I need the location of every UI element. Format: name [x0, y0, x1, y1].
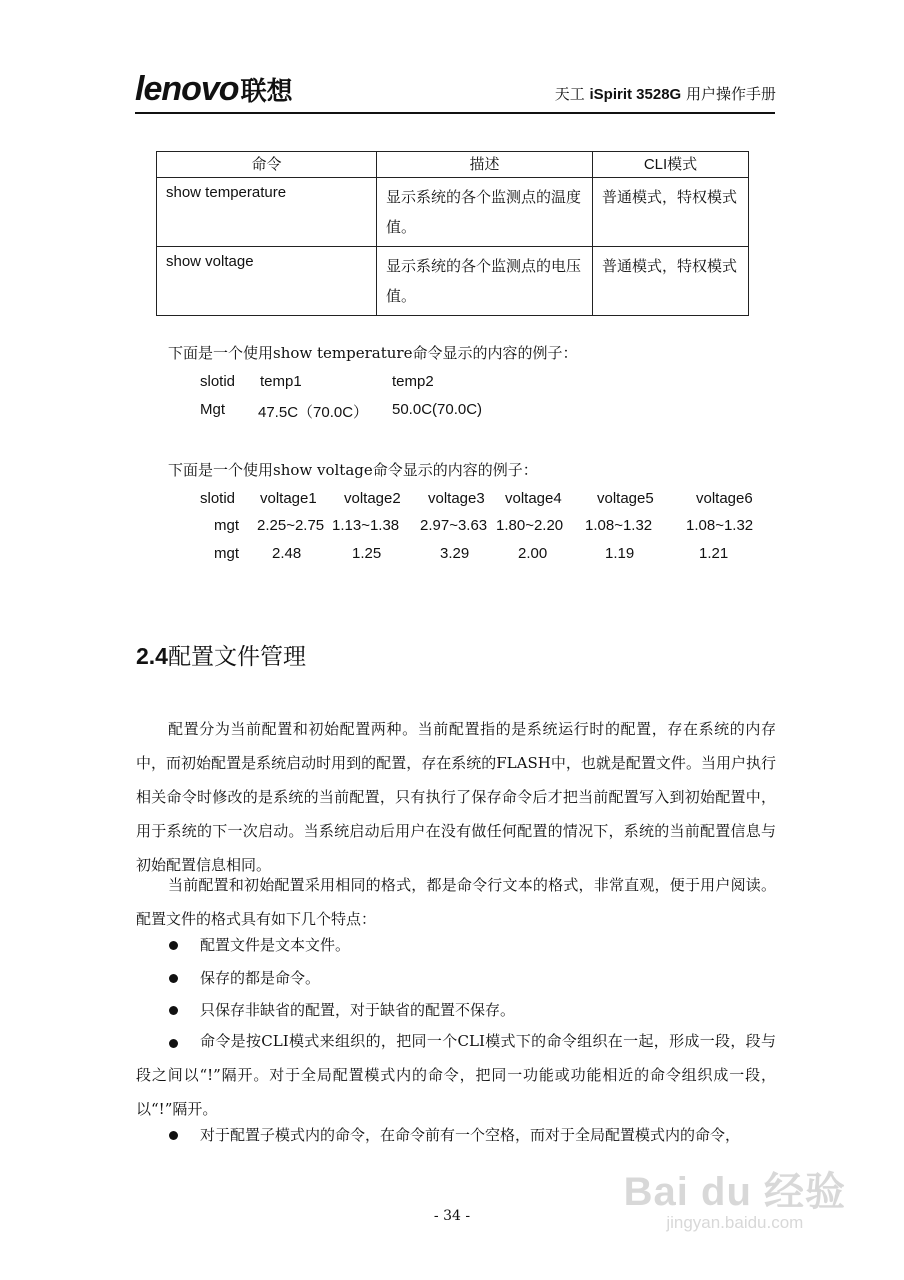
temperature-example-intro: 下面是一个使用show temperature命令显示的内容的例子： — [168, 344, 578, 362]
bullet-icon — [169, 1006, 178, 1015]
list-item: 命令是按CLI模式来组织的，把同一个CLI模式下的命令组织在一起，形成一段，段与段之间以“!”隔开。对于全局配置模式内的命令，把同一功能或功能相近的命令组织成一段，以“!”隔开。 — [136, 1032, 776, 1118]
temperature-header-row — [0, 373, 904, 395]
volt-cell: 1.19 — [605, 545, 635, 562]
temp-col-temp1: temp1 — [260, 373, 302, 390]
volt-cell: 1.08~1.32 — [686, 517, 754, 534]
volt-cell: 2.48 — [272, 545, 302, 562]
baidu-watermark: Bai du 经验 jingyan.baidu.com — [623, 1170, 846, 1232]
bullet-icon — [169, 974, 178, 983]
volt-col: voltage5 — [597, 490, 654, 507]
volt-cell: 2.25~2.75 — [257, 517, 325, 534]
list-item: 只保存非缺省的配置，对于缺省的配置不保存。 — [200, 1001, 516, 1019]
bullet-icon — [169, 1131, 178, 1140]
temp-row-temp1: 47.5C（70.0C） — [258, 404, 369, 421]
voltage-range-row — [0, 517, 904, 539]
header-rule — [135, 112, 775, 114]
volt-cell: mgt — [214, 545, 240, 562]
table-cell-description: 显示系统的各个监测点的温度值。 — [377, 178, 593, 247]
volt-cell: 3.29 — [440, 545, 470, 562]
temperature-value-row — [0, 401, 904, 423]
page-number: - 34 - — [433, 1208, 471, 1224]
temp-col-temp2: temp2 — [392, 373, 434, 390]
temp-row-slot: Mgt — [200, 401, 226, 418]
volt-cell: 1.80~2.20 — [496, 517, 564, 534]
temp-col-slotid: slotid — [200, 373, 236, 390]
table-cell-mode: 普通模式，特权模式 — [593, 247, 749, 316]
volt-col: voltage3 — [428, 490, 485, 507]
table-cell-command: show temperature — [157, 178, 377, 247]
paragraph: 配置分为当前配置和初始配置两种。当前配置指的是系统运行时的配置，存在系统的内存中，而初始配置是系统启动时用到的配置，存在系统的FLASH中，也就是配置文件。当用户执行相关命令时修改的是系统的当前配置，只有执行了保存命令后才把当前配置写入到初始配置中，用于系统的下一次启动。当系统启动后用户在没有做任何配置的情况下，系统的当前配置信息与初始配置信息相同。 — [136, 720, 776, 874]
list-item: 对于配置子模式内的命令，在命令前有一个空格，而对于全局配置模式内的命令， — [200, 1126, 741, 1144]
volt-cell: 1.13~1.38 — [332, 517, 400, 534]
voltage-example-intro: 下面是一个使用show voltage命令显示的内容的例子： — [168, 461, 538, 479]
volt-cell: 2.00 — [518, 545, 548, 562]
volt-col: slotid — [200, 490, 236, 507]
lenovo-logo: lenovo联想 — [135, 70, 293, 108]
temp-row-temp2: 50.0C(70.0C) — [392, 401, 483, 418]
command-table — [156, 151, 749, 316]
volt-cell: 2.97~3.63 — [420, 517, 488, 534]
volt-col: voltage6 — [696, 490, 753, 507]
table-cell-mode: 普通模式，特权模式 — [593, 178, 749, 247]
voltage-header-row — [0, 490, 904, 512]
table-header-row — [157, 152, 749, 178]
document-title: 天工 iSpirit 3528G 用户操作手册 — [554, 85, 776, 103]
volt-cell: mgt — [214, 517, 240, 534]
bullet-icon — [169, 941, 178, 950]
table-header-cell: 命令 — [157, 152, 377, 178]
paragraph: 当前配置和初始配置采用相同的格式，都是命令行文本的格式，非常直观，便于用户阅读。配置文件的格式具有如下几个特点： — [136, 876, 776, 928]
table-cell-description: 显示系统的各个监测点的电压值。 — [377, 247, 593, 316]
table-header-cell: CLI模式 — [593, 152, 749, 178]
table-header-cell: 描述 — [377, 152, 593, 178]
volt-cell: 1.21 — [699, 545, 729, 562]
list-item: 保存的都是命令。 — [200, 969, 321, 987]
volt-cell: 1.08~1.32 — [585, 517, 653, 534]
volt-col: voltage2 — [344, 490, 401, 507]
volt-col: voltage4 — [505, 490, 562, 507]
table-cell-command: show voltage — [157, 247, 377, 316]
volt-cell: 1.25 — [352, 545, 382, 562]
voltage-value-row — [0, 545, 904, 567]
list-item: 配置文件是文本文件。 — [200, 936, 351, 954]
section-heading: 2.4配置文件管理 — [136, 643, 306, 670]
table-row — [157, 178, 749, 247]
volt-col: voltage1 — [260, 490, 317, 507]
table-row — [157, 247, 749, 316]
